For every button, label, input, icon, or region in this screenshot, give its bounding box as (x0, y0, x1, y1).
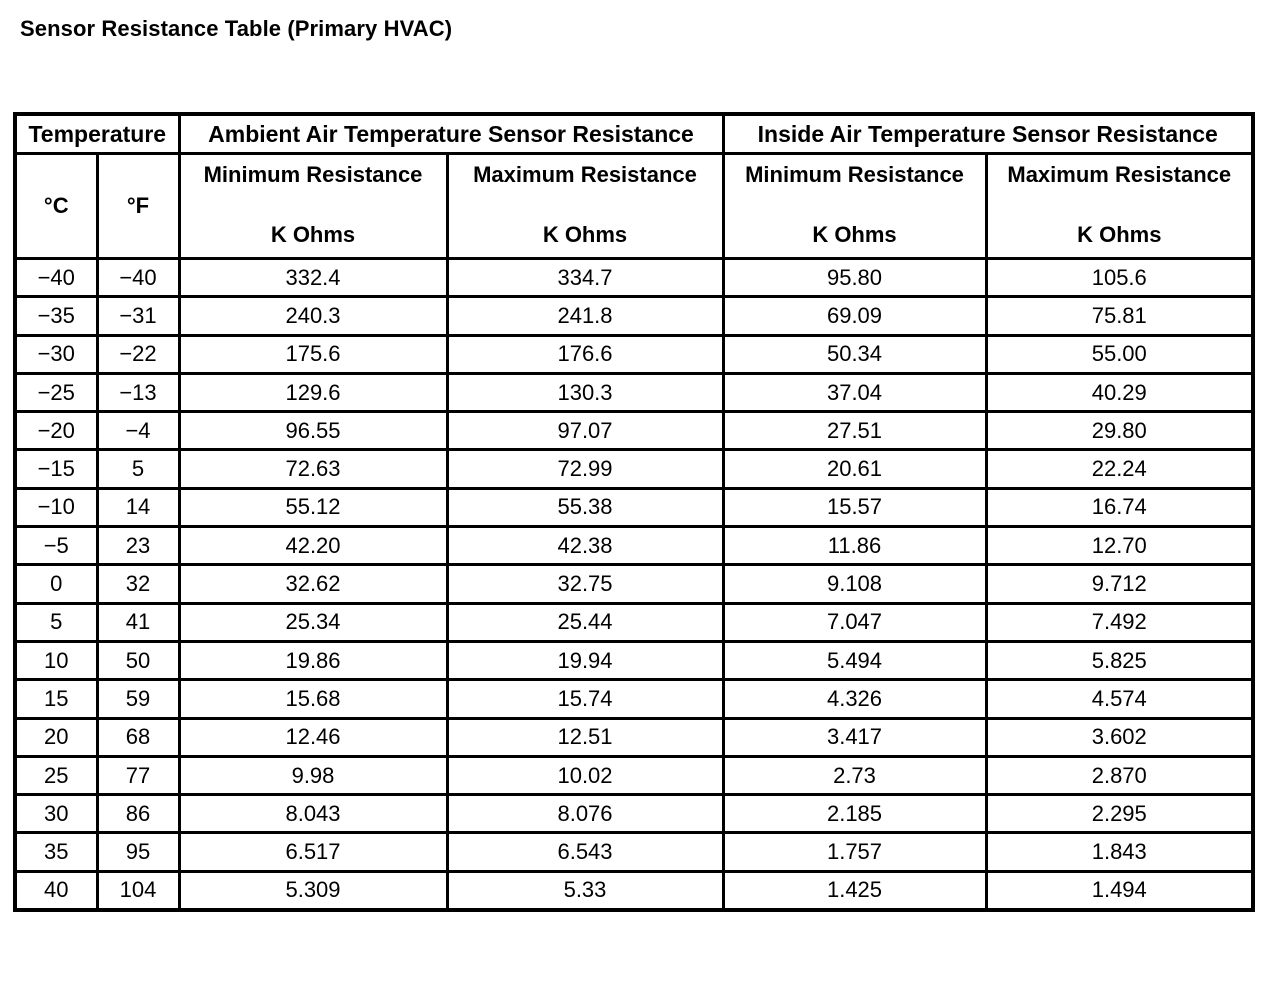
sensor-resistance-table (13, 112, 1255, 912)
inside-max-cell: 2.870 (986, 756, 1253, 794)
fahrenheit-cell: −4 (97, 412, 179, 450)
celsius-cell: 5 (15, 603, 97, 641)
inside-min-cell: 95.80 (723, 259, 986, 297)
inside-max-cell: 1.843 (986, 833, 1253, 871)
inside-min-cell: 69.09 (723, 297, 986, 335)
ambient-sensor-header: Ambient Air Temperature Sensor Resistance (179, 114, 723, 154)
inside-min-cell: 11.86 (723, 527, 986, 565)
celsius-cell: −25 (15, 373, 97, 411)
celsius-cell: −20 (15, 412, 97, 450)
ambient-min-cell: 12.46 (179, 718, 447, 756)
ambient-max-cell: 55.38 (447, 488, 723, 526)
inside-max-cell: 29.80 (986, 412, 1253, 450)
fahrenheit-cell: −40 (97, 259, 179, 297)
inside-max-label: Maximum Resistance (1007, 162, 1232, 187)
inside-max-cell: 12.70 (986, 527, 1253, 565)
inside-max-cell: 40.29 (986, 373, 1253, 411)
inside-min-cell: 3.417 (723, 718, 986, 756)
celsius-header: °C (15, 154, 97, 259)
table-row (15, 680, 1253, 718)
ambient-min-cell: 6.517 (179, 833, 447, 871)
ambient-min-cell: 19.86 (179, 641, 447, 679)
ambient-max-cell: 25.44 (447, 603, 723, 641)
table-row (15, 450, 1253, 488)
ambient-min-cell: 8.043 (179, 795, 447, 833)
inside-max-cell: 3.602 (986, 718, 1253, 756)
ambient-min-cell: 5.309 (179, 871, 447, 910)
inside-max-cell: 16.74 (986, 488, 1253, 526)
celsius-cell: 20 (15, 718, 97, 756)
celsius-cell: 25 (15, 756, 97, 794)
inside-min-cell: 50.34 (723, 335, 986, 373)
inside-min-cell: 27.51 (723, 412, 986, 450)
table-row (15, 297, 1253, 335)
ambient-min-cell: 72.63 (179, 450, 447, 488)
table-row (15, 259, 1253, 297)
table-row (15, 833, 1253, 871)
table-body (15, 259, 1253, 911)
ambient-min-cell: 15.68 (179, 680, 447, 718)
ambient-max-cell: 97.07 (447, 412, 723, 450)
celsius-cell: 15 (15, 680, 97, 718)
ambient-max-cell: 6.543 (447, 833, 723, 871)
fahrenheit-cell: −13 (97, 373, 179, 411)
celsius-cell: −10 (15, 488, 97, 526)
ambient-min-label: Minimum Resistance (203, 162, 423, 187)
table-row (15, 718, 1253, 756)
inside-min-unit: K Ohms (812, 222, 897, 247)
ambient-min-cell: 25.34 (179, 603, 447, 641)
fahrenheit-cell: 14 (97, 488, 179, 526)
inside-min-cell: 4.326 (723, 680, 986, 718)
table-row (15, 488, 1253, 526)
ambient-max-cell: 130.3 (447, 373, 723, 411)
ambient-max-cell: 12.51 (447, 718, 723, 756)
fahrenheit-cell: −31 (97, 297, 179, 335)
temperature-header: Temperature (15, 114, 179, 154)
inside-min-cell: 5.494 (723, 641, 986, 679)
ambient-min-cell: 129.6 (179, 373, 447, 411)
ambient-max-cell: 19.94 (447, 641, 723, 679)
ambient-max-cell: 42.38 (447, 527, 723, 565)
celsius-cell: −40 (15, 259, 97, 297)
table-row (15, 641, 1253, 679)
celsius-cell: 10 (15, 641, 97, 679)
inside-max-cell: 75.81 (986, 297, 1253, 335)
page-title: Sensor Resistance Table (Primary HVAC) (20, 16, 453, 41)
fahrenheit-cell: 68 (97, 718, 179, 756)
table-row (15, 565, 1253, 603)
table-row (15, 373, 1253, 411)
fahrenheit-cell: 77 (97, 756, 179, 794)
ambient-min-unit: K Ohms (270, 222, 356, 247)
inside-max-cell: 2.295 (986, 795, 1253, 833)
ambient-max-cell: 334.7 (447, 259, 723, 297)
inside-max-cell: 7.492 (986, 603, 1253, 641)
fahrenheit-header: °F (97, 154, 179, 259)
inside-min-cell: 2.185 (723, 795, 986, 833)
inside-max-cell: 9.712 (986, 565, 1253, 603)
column-header-row (15, 154, 1253, 259)
inside-min-label: Minimum Resistance (745, 162, 964, 187)
ambient-max-cell: 241.8 (447, 297, 723, 335)
ambient-max-cell: 10.02 (447, 756, 723, 794)
ambient-min-cell: 96.55 (179, 412, 447, 450)
inside-min-cell: 20.61 (723, 450, 986, 488)
fahrenheit-cell: 59 (97, 680, 179, 718)
inside-min-cell: 9.108 (723, 565, 986, 603)
table-row (15, 412, 1253, 450)
celsius-cell: 40 (15, 871, 97, 910)
fahrenheit-cell: 86 (97, 795, 179, 833)
celsius-cell: 0 (15, 565, 97, 603)
fahrenheit-cell: 23 (97, 527, 179, 565)
ambient-max-cell: 8.076 (447, 795, 723, 833)
inside-max-cell: 1.494 (986, 871, 1253, 910)
table-row (15, 795, 1253, 833)
fahrenheit-cell: 5 (97, 450, 179, 488)
celsius-cell: −35 (15, 297, 97, 335)
celsius-cell: −30 (15, 335, 97, 373)
fahrenheit-cell: 95 (97, 833, 179, 871)
ambient-max-unit: K Ohms (542, 222, 628, 247)
ambient-max-cell: 176.6 (447, 335, 723, 373)
celsius-cell: −15 (15, 450, 97, 488)
table-row (15, 603, 1253, 641)
inside-max-cell: 5.825 (986, 641, 1253, 679)
ambient-min-cell: 9.98 (179, 756, 447, 794)
ambient-min-cell: 42.20 (179, 527, 447, 565)
fahrenheit-cell: −22 (97, 335, 179, 373)
inside-min-cell: 2.73 (723, 756, 986, 794)
inside-sensor-header: Inside Air Temperature Sensor Resistance (723, 114, 1253, 154)
inside-max-cell: 55.00 (986, 335, 1253, 373)
inside-min-cell: 1.757 (723, 833, 986, 871)
table-row (15, 527, 1253, 565)
table-row (15, 335, 1253, 373)
ambient-min-header (179, 154, 447, 259)
fahrenheit-cell: 41 (97, 603, 179, 641)
inside-min-cell: 7.047 (723, 603, 986, 641)
fahrenheit-cell: 104 (97, 871, 179, 910)
fahrenheit-cell: 50 (97, 641, 179, 679)
inside-max-header (986, 154, 1253, 259)
ambient-max-cell: 72.99 (447, 450, 723, 488)
celsius-cell: 35 (15, 833, 97, 871)
celsius-cell: 30 (15, 795, 97, 833)
inside-min-cell: 15.57 (723, 488, 986, 526)
fahrenheit-cell: 32 (97, 565, 179, 603)
ambient-max-cell: 32.75 (447, 565, 723, 603)
table-row (15, 871, 1253, 910)
ambient-max-cell: 15.74 (447, 680, 723, 718)
inside-max-cell: 4.574 (986, 680, 1253, 718)
table-row (15, 756, 1253, 794)
inside-min-cell: 37.04 (723, 373, 986, 411)
ambient-min-cell: 55.12 (179, 488, 447, 526)
inside-max-cell: 105.6 (986, 259, 1253, 297)
inside-min-header (723, 154, 986, 259)
inside-min-cell: 1.425 (723, 871, 986, 910)
ambient-max-label: Maximum Resistance (473, 162, 697, 187)
inside-max-unit: K Ohms (1077, 222, 1162, 247)
ambient-min-cell: 32.62 (179, 565, 447, 603)
ambient-min-cell: 332.4 (179, 259, 447, 297)
group-header-row (15, 114, 1253, 154)
celsius-cell: −5 (15, 527, 97, 565)
ambient-max-header (447, 154, 723, 259)
inside-max-cell: 22.24 (986, 450, 1253, 488)
ambient-max-cell: 5.33 (447, 871, 723, 910)
ambient-min-cell: 175.6 (179, 335, 447, 373)
ambient-min-cell: 240.3 (179, 297, 447, 335)
